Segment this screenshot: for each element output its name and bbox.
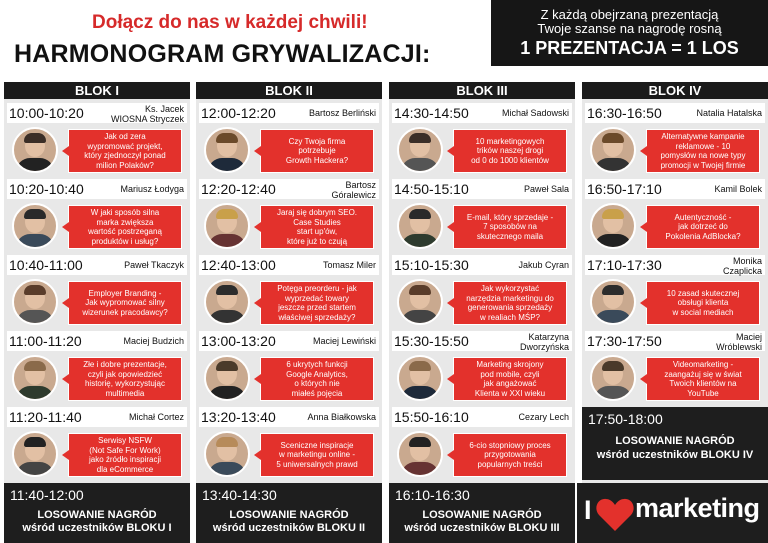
draw-label: LOSOWANIE NAGRÓD [37,509,157,521]
slot-time: 12:20-12:40 [201,181,276,197]
photo-hair [409,361,431,371]
slot-header [199,179,379,199]
slot-header [7,255,187,275]
slot-time: 14:50-15:10 [394,181,469,197]
speaker-photo [397,127,443,173]
photo-body [594,234,632,249]
photo-hair [409,437,431,447]
slot-header [199,255,379,275]
speaker-photo [397,431,443,477]
photo-body [594,310,632,325]
photo-hair [602,285,624,295]
talk-topic-bubble: Alternatywne kampanie reklamowe - 10 pomysłów na nowe typy promocji w Twojej firmie [646,129,760,173]
talk-topic-bubble: Jak od zera wypromować projekt, który zjednoczył ponad milion Polaków? [68,129,182,173]
speaker-photo [590,127,636,173]
speaker-name: Michał Sadowski [501,108,569,118]
block-column-1 [4,82,190,543]
draw-sublabel: wśród uczestników BLOKU II [212,522,366,534]
photo-body [594,386,632,401]
slot-time: 13:20-13:40 [201,409,276,425]
talk-topic-bubble: Serwisy NSFW (Not Safe For Work) jako źródło inspiracji dla eCommerce [68,433,182,477]
photo-body [16,462,54,477]
photo-hair [24,437,46,447]
slot-time: 11:00-11:20 [9,333,82,349]
slot-time: 16:50-17:10 [587,181,662,197]
photo-hair [216,437,238,447]
speaker-name: Ks. Jacek WIOSNA Stryczek [110,104,184,124]
slot-time: 10:20-10:40 [9,181,84,197]
speaker-name: Paweł Tkaczyk [124,260,184,270]
talk-topic-bubble: W jaki sposób silna marka zwiększa wartość postrzeganą produktów i usług? [68,205,182,249]
speaker-name: Natalia Hatalska [696,108,762,118]
slot-time: 12:00-12:20 [201,105,276,121]
photo-body [401,462,439,477]
speaker-photo [397,355,443,401]
speaker-photo [590,355,636,401]
photo-body [401,158,439,173]
speaker-name: Bartosz Góralewicz [331,180,376,200]
slot-time: 10:40-11:00 [9,257,83,273]
speaker-photo [12,355,58,401]
speaker-name: Monika Czaplicka [722,256,762,276]
talk-topic-bubble: 6-cio stopniowy proces przygotowania popularnych treści [453,433,567,477]
prize-draw-box [196,483,382,543]
talk-topic-bubble: 6 ukrytych funkcji Google Analytics, o których nie miałeś pojęcia [260,357,374,401]
photo-body [401,386,439,401]
logo-i: I [584,495,592,525]
speaker-name: Mariusz Łodyga [120,184,184,194]
slot-header [199,103,379,123]
speaker-name: Maciej Lewiński [312,336,376,346]
photo-hair [216,133,238,143]
photo-hair [216,285,238,295]
speaker-name: Bartosz Berliński [308,108,376,118]
block-title: BLOK I [4,82,190,99]
photo-body [208,158,246,173]
photo-body [208,234,246,249]
photo-hair [24,133,46,143]
slot-header [585,255,765,275]
draw-time: 16:10-16:30 [395,487,470,503]
photo-hair [409,133,431,143]
slot-header [199,331,379,351]
photo-hair [409,209,431,219]
block-column-2 [196,82,382,543]
slot-time: 12:40-13:00 [201,257,276,273]
draw-sublabel: wśród uczestników BLOKU IV [596,449,754,461]
speaker-photo [12,127,58,173]
photo-body [401,234,439,249]
speaker-photo [204,127,250,173]
slot-time: 15:30-15:50 [394,333,469,349]
speaker-name: Cezary Lech [518,412,569,422]
speaker-name: Jakub Cyran [518,260,569,270]
photo-body [16,234,54,249]
prize-draw-box [389,483,575,543]
talk-topic-bubble: Marketing skrojony pod mobile, czyli jak angażować Klienta w XXI wieku [453,357,567,401]
draw-label: LOSOWANIE NAGRÓD [615,435,735,447]
slot-time: 17:10-17:30 [587,257,662,273]
block-title: BLOK IV [582,82,768,99]
speaker-photo [204,431,250,477]
slot-header [7,103,187,123]
slot-header [7,407,187,427]
slot-header [392,179,572,199]
speaker-photo [204,279,250,325]
photo-body [594,158,632,173]
photo-hair [24,285,46,295]
talk-topic-bubble: Potęga preorderu - jak wyprzedać towary jeszcze przed startem właściwej sprzedaży? [260,281,374,325]
prize-draw-box [582,407,768,480]
slot-time: 15:50-16:10 [394,409,469,425]
speaker-name: Michał Cortez [128,412,184,422]
talk-topic-bubble: Employer Branding - Jak wypromować silny wizerunek pracodawcy? [68,281,182,325]
talk-topic-bubble: Jaraj się dobrym SEO. Case Studies start up'ów, które już to czują [260,205,374,249]
speaker-name: Maciej Budzich [123,336,184,346]
slot-time: 10:00-10:20 [9,105,84,121]
talk-topic-bubble: Jak wykorzystać narzędzia marketingu do generowania sprzedaży w realiach MŚP? [453,281,567,325]
slot-header [392,255,572,275]
talk-topic-bubble: 10 zasad skutecznej obsługi klienta w social mediach [646,281,760,325]
photo-body [401,310,439,325]
draw-label: LOSOWANIE NAGRÓD [229,509,349,521]
block-title: BLOK II [196,82,382,99]
marketing-logo [577,483,768,543]
promo-banner [491,0,768,66]
speaker-photo [204,355,250,401]
talk-topic-bubble: 10 marketingowych trików naszej drogi od 0 do 1000 klientów [453,129,567,173]
promo-line-2: Twoje szanse na nagrodę rosną [537,21,722,36]
talk-topic-bubble: Autentyczność - jak dotrzeć do Pokolenia AdBlocka? [646,205,760,249]
page-title: HARMONOGRAM GRYWALIZACJI: [14,40,431,68]
speaker-photo [12,431,58,477]
talk-topic-bubble: Videomarketing - zaangażuj się w świat Twoich klientów na YouTube [646,357,760,401]
slot-time: 16:30-16:50 [587,105,662,121]
photo-hair [216,361,238,371]
slot-header [7,179,187,199]
slot-time: 13:00-13:20 [201,333,276,349]
draw-time: 11:40-12:00 [10,487,84,503]
slot-header [392,407,572,427]
speaker-photo [397,203,443,249]
photo-body [208,386,246,401]
slot-time: 14:30-14:50 [394,105,469,121]
draw-sublabel: wśród uczestników BLOKU I [22,522,172,534]
photo-hair [216,209,238,219]
talk-topic-bubble: Złe i dobre prezentacje, czyli jak opowiedzieć historię, wykorzystując multimedia [68,357,182,401]
speaker-photo [590,203,636,249]
talk-topic-bubble: Sceniczne inspiracje w marketingu online - 5 uniwersalnych prawd [260,433,374,477]
invite-text: Dołącz do nas w każdej chwili! [92,12,368,33]
slot-header [392,331,572,351]
speaker-name: Anna Białkowska [307,412,376,422]
photo-body [16,386,54,401]
slot-time: 15:10-15:30 [394,257,469,273]
speaker-photo [397,279,443,325]
photo-hair [409,285,431,295]
speaker-photo [12,203,58,249]
photo-body [16,158,54,173]
promo-line-1: Z każdą obejrzaną prezentacją [540,7,719,22]
photo-body [16,310,54,325]
speaker-photo [12,279,58,325]
photo-body [208,310,246,325]
photo-body [208,462,246,477]
speaker-photo [204,203,250,249]
speaker-name: Tomasz Miler [322,260,376,270]
slot-header [585,179,765,199]
slot-header [585,331,765,351]
speaker-name: Kamil Bolek [714,184,762,194]
block-column-3 [389,82,575,543]
slot-time: 17:30-17:50 [587,333,662,349]
talk-topic-bubble: E-mail, który sprzedaje - 7 sposobów na skutecznego maila [453,205,567,249]
slot-header [7,331,187,351]
speaker-name: Katarzyna Dworzyńska [519,332,569,352]
talk-topic-bubble: Czy Twoja firma potrzebuje Growth Hackera? [260,129,374,173]
photo-hair [602,133,624,143]
draw-sublabel: wśród uczestników BLOKU III [404,522,560,534]
promo-line-3: 1 PREZENTACJA = 1 LOS [520,38,739,58]
speaker-name: Maciej Wróblewski [716,332,762,352]
photo-hair [24,209,46,219]
block-column-4 [582,82,768,543]
prize-draw-box [4,483,190,543]
photo-hair [602,361,624,371]
draw-time: 13:40-14:30 [202,487,277,503]
speaker-name: Paweł Sala [523,184,569,194]
speaker-photo [590,279,636,325]
slot-time: 11:20-11:40 [9,409,82,425]
heart-icon [595,497,635,533]
logo-text: marketing [635,493,760,523]
draw-label: LOSOWANIE NAGRÓD [422,509,542,521]
slot-header [199,407,379,427]
slot-header [392,103,572,123]
draw-time: 17:50-18:00 [588,411,663,427]
photo-hair [24,361,46,371]
photo-hair [602,209,624,219]
slot-header [585,103,765,123]
block-title: BLOK III [389,82,575,99]
